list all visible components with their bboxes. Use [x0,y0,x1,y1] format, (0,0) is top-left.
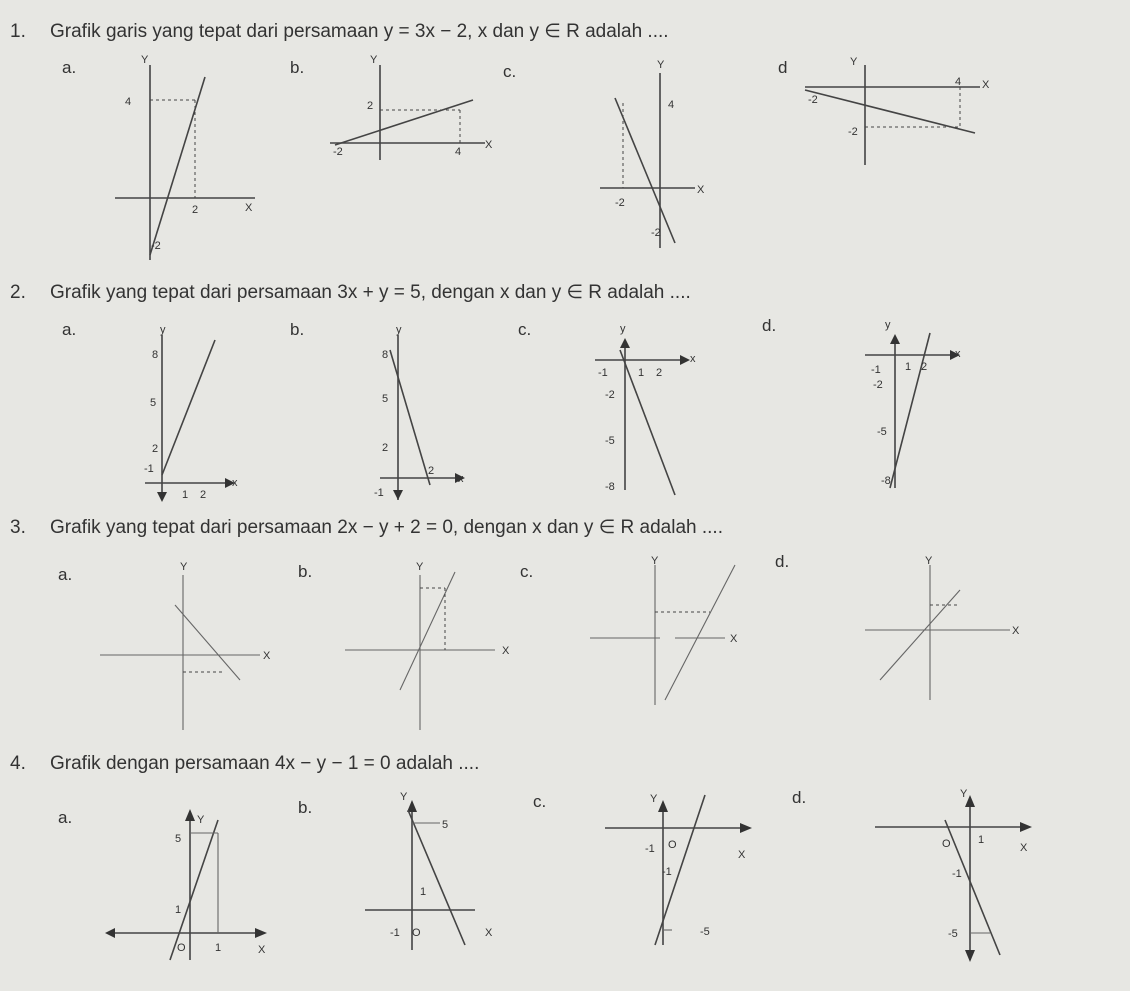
tick-label: -8 [605,481,615,493]
option-label[interactable]: d. [775,552,790,571]
tick-label: 5 [442,819,449,831]
y-axis-label: Y [370,54,378,66]
y-axis-label: Y [960,788,968,800]
question-text: Grafik dengan persamaan 4x − y − 1 = 0 adalah .... [50,753,480,774]
y-axis-label: Y [400,791,408,803]
tick-label: -2 [151,240,161,252]
question-number: 3. [10,517,26,538]
tick-label: O [177,942,186,954]
y-axis-label: y [885,319,891,331]
option-label[interactable]: b. [298,798,313,817]
x-axis-label: x [458,473,464,485]
tick-label: 2 [152,443,159,455]
tick-label: -2 [651,227,661,239]
question-text: Grafik garis yang tepat dari persamaan y = 3x − 2, x dan y ∈ R adalah .... [50,21,669,42]
y-axis-label: Y [925,555,933,567]
tick-label: -1 [390,927,400,939]
y-axis-label: Y [650,793,658,805]
tick-label: 4 [668,99,675,111]
option-label[interactable]: b. [298,562,313,581]
graph-1b [325,55,500,185]
tick-label: -2 [873,379,883,391]
x-axis-label: x [232,477,238,489]
tick-label: 2 [656,367,663,379]
question-3 [10,516,723,539]
tick-label: 2 [428,465,435,477]
option-label[interactable]: c. [503,62,517,81]
tick-label: O [668,839,677,851]
question-number: 4. [10,753,26,774]
y-axis-label: y [620,323,626,335]
tick-label: 1 [978,834,985,846]
question-1 [10,20,669,43]
y-axis-label: Y [197,814,205,826]
graph-4d [870,785,1035,965]
y-axis-label: Y [850,56,858,68]
x-axis-label: X [730,633,738,645]
graph-4c [600,790,765,950]
tick-label: 1 [420,886,427,898]
tick-label: -5 [605,435,615,447]
x-axis-label: X [1012,625,1020,637]
tick-label: O [412,927,421,939]
x-axis-label: X [485,139,493,151]
tick-label: 2 [192,204,199,216]
tick-label: -2 [615,197,625,209]
x-axis-label: X [697,184,705,196]
x-axis-label: X [738,849,746,861]
graph-3a [95,560,285,735]
tick-label: O [942,838,951,850]
option-label[interactable]: c. [533,792,547,811]
tick-label: 5 [382,393,389,405]
x-axis-label: X [485,927,493,939]
graph-4a [105,805,275,965]
tick-label: 5 [175,833,182,845]
tick-label: -5 [877,426,887,438]
tick-label: -1 [662,866,672,878]
tick-label: -2 [333,146,343,158]
graph-3c [585,555,755,710]
tick-label: -8 [881,475,891,487]
option-label[interactable]: d [778,58,788,77]
question-2 [10,281,691,304]
option-label[interactable]: a. [62,320,77,339]
graph-2b [360,320,475,505]
tick-label: 5 [150,397,157,409]
y-axis-label: Y [651,555,659,567]
option-label[interactable]: a. [58,565,73,584]
question-text: Grafik yang tepat dari persamaan 3x + y = 5, dengan x dan y ∈ R adalah .... [50,282,691,303]
graph-1d [800,55,1000,175]
y-axis-label: y [160,324,166,336]
tick-label: 1 [638,367,645,379]
option-label[interactable]: d. [792,788,807,807]
x-axis-label: x [955,348,961,360]
y-axis-label: Y [180,561,188,573]
tick-label: -1 [952,868,962,880]
y-axis-label: Y [141,54,149,66]
tick-label: -5 [700,926,710,938]
option-label[interactable]: b. [290,58,305,77]
graph-4b [360,790,520,955]
tick-label: 4 [955,76,962,88]
option-label[interactable]: c. [520,562,534,581]
x-axis-label: X [1020,842,1028,854]
x-axis-label: X [982,79,990,91]
y-axis-label: Y [657,59,665,71]
tick-label: 2 [367,100,374,112]
x-axis-label: X [502,645,510,657]
tick-label: -5 [948,928,958,940]
graph-3d [860,555,1020,705]
x-axis-label: X [258,944,266,956]
option-label[interactable]: c. [518,320,532,339]
graph-3b [340,560,525,735]
option-label[interactable]: a. [62,58,77,77]
tick-label: 8 [152,349,159,361]
tick-label: 8 [382,349,389,361]
graph-2c [590,320,700,500]
tick-label: -1 [144,463,154,475]
tick-label: -1 [374,487,384,499]
y-axis-label: Y [416,561,424,573]
tick-label: -2 [605,389,615,401]
question-number: 2. [10,282,26,303]
tick-label: -1 [598,367,608,379]
tick-label: 1 [215,942,222,954]
option-label[interactable]: d. [762,316,777,335]
x-axis-label: X [263,650,271,662]
option-label[interactable]: a. [58,808,73,827]
graph-2a [140,320,250,505]
tick-label: 2 [382,442,389,454]
x-axis-label: X [245,202,253,214]
tick-label: 4 [125,96,132,108]
question-number: 1. [10,21,26,42]
question-text: Grafik yang tepat dari persamaan 2x − y + 2 = 0, dengan x dan y ∈ R adalah .... [50,517,723,538]
tick-label: -2 [848,126,858,138]
tick-label: 1 [182,489,189,501]
y-axis-label: y [396,324,402,336]
graph-2d [855,318,965,498]
tick-label: -1 [871,364,881,376]
tick-label: 2 [921,361,928,373]
tick-label: 1 [175,904,182,916]
graph-1a [105,55,275,265]
tick-label: -1 [645,843,655,855]
tick-label: -2 [808,94,818,106]
tick-label: 2 [200,489,207,501]
x-axis-label: x [690,353,696,365]
graph-1c [595,58,715,258]
tick-label: 4 [455,146,462,158]
question-4 [10,753,479,775]
option-label[interactable]: b. [290,320,305,339]
tick-label: 1 [905,361,912,373]
